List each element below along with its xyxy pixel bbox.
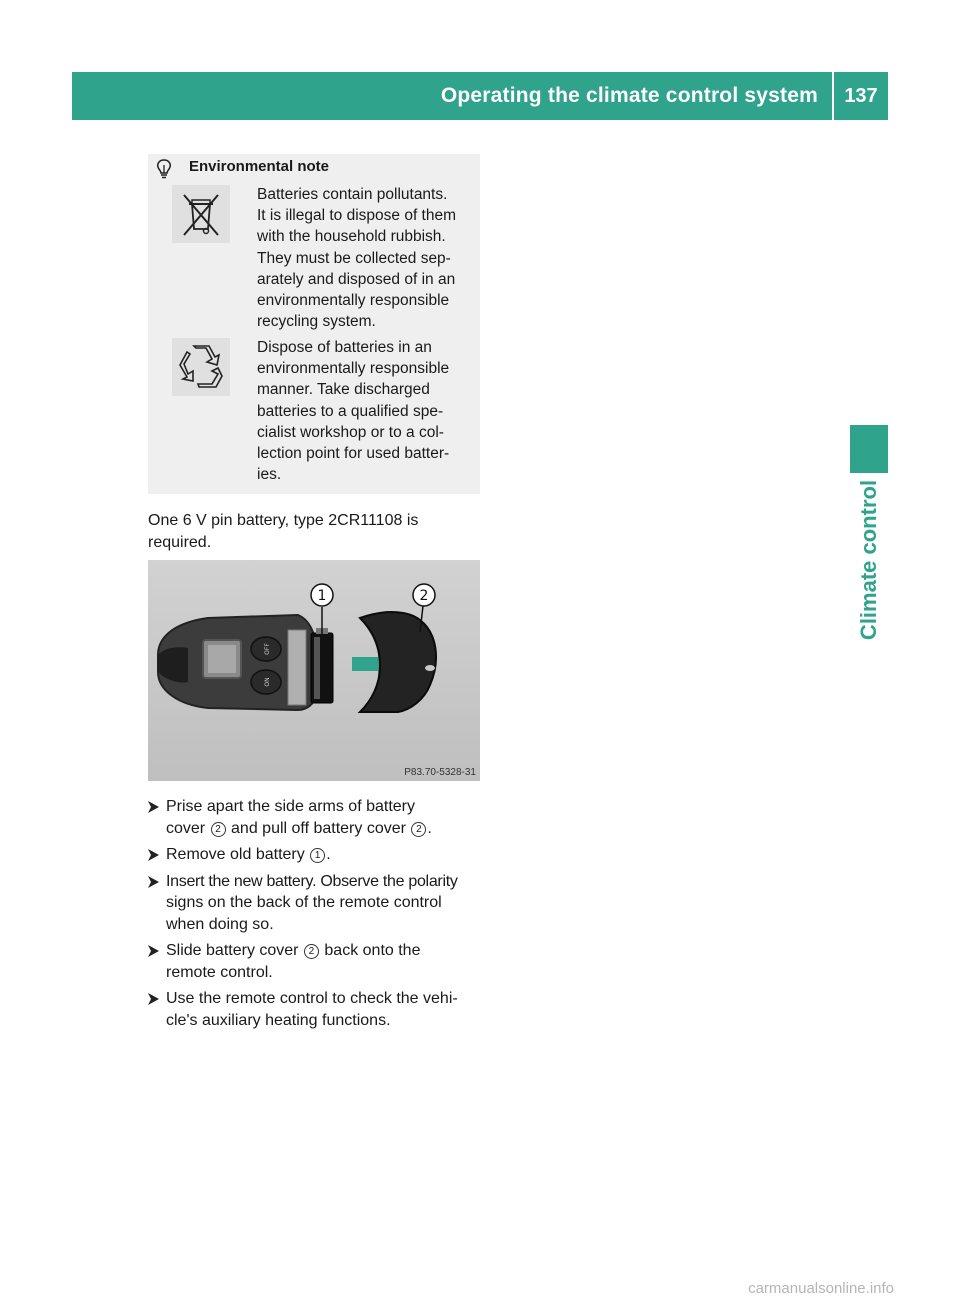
step-item: Remove old battery 1 .: [148, 844, 488, 866]
page-number: 137: [844, 84, 878, 107]
step-arrow-icon: [148, 945, 159, 957]
callout-1: 1: [310, 848, 325, 863]
note-text-batteries: Batteries contain pollutants. It is illegal to dispose of them with the household rubbish. They must be collected sep- arately and disposed of in an environmentally responsible recycling system.: [257, 186, 457, 331]
step-item: Insert the new battery. Observe the polarity signs on the back of the remote control when doing so.: [148, 871, 488, 936]
note-text-dispose: Dispose of batteries in an environmentally responsible manner. Take discharged batteries to a qualified spe- cialist workshop or to a col- lection point for used batter- ies.: [257, 339, 450, 484]
figure-callout-1: 1: [317, 588, 327, 604]
callout-2: 2: [211, 822, 226, 837]
remote-battery-illustration: [148, 560, 480, 781]
step-item: Prise apart the side arms of battery cover 2 and pull off battery cover 2 .: [148, 796, 488, 839]
figure-callout-2: 2: [419, 588, 429, 604]
watermark: carmanualsonline.info: [748, 1280, 894, 1297]
step-arrow-icon: [148, 801, 159, 813]
step-item: Use the remote control to check the vehi- cle's auxiliary heating functions.: [148, 988, 488, 1031]
remote-control-figure: [148, 560, 480, 781]
step-item: Slide battery cover 2 back onto the remote control.: [148, 940, 488, 983]
callout-2: 2: [304, 944, 319, 959]
callout-2: 2: [411, 822, 426, 837]
step-arrow-icon: [148, 849, 159, 861]
chapter-tab-label: Climate control: [856, 479, 881, 641]
battery-requirement-text: One 6 V pin battery, type 2CR11108 is required.: [148, 512, 419, 551]
note-title: Environmental note: [189, 158, 330, 175]
remote-off-label: OFF: [264, 643, 271, 655]
remote-on-label: ON: [264, 677, 271, 687]
page-header: [72, 72, 888, 120]
bulb-icon: [155, 159, 173, 179]
instruction-steps: [148, 796, 488, 1036]
header-title: Operating the climate control system: [440, 84, 818, 107]
crossed-bin-icon: [172, 185, 230, 243]
figure-code: P83.70-5328-31: [404, 767, 476, 778]
step-arrow-icon: [148, 993, 159, 1005]
step-arrow-icon: [148, 876, 159, 888]
recycle-icon: [172, 338, 230, 396]
chapter-tab-marker: [850, 425, 888, 473]
environmental-note: [148, 154, 480, 494]
